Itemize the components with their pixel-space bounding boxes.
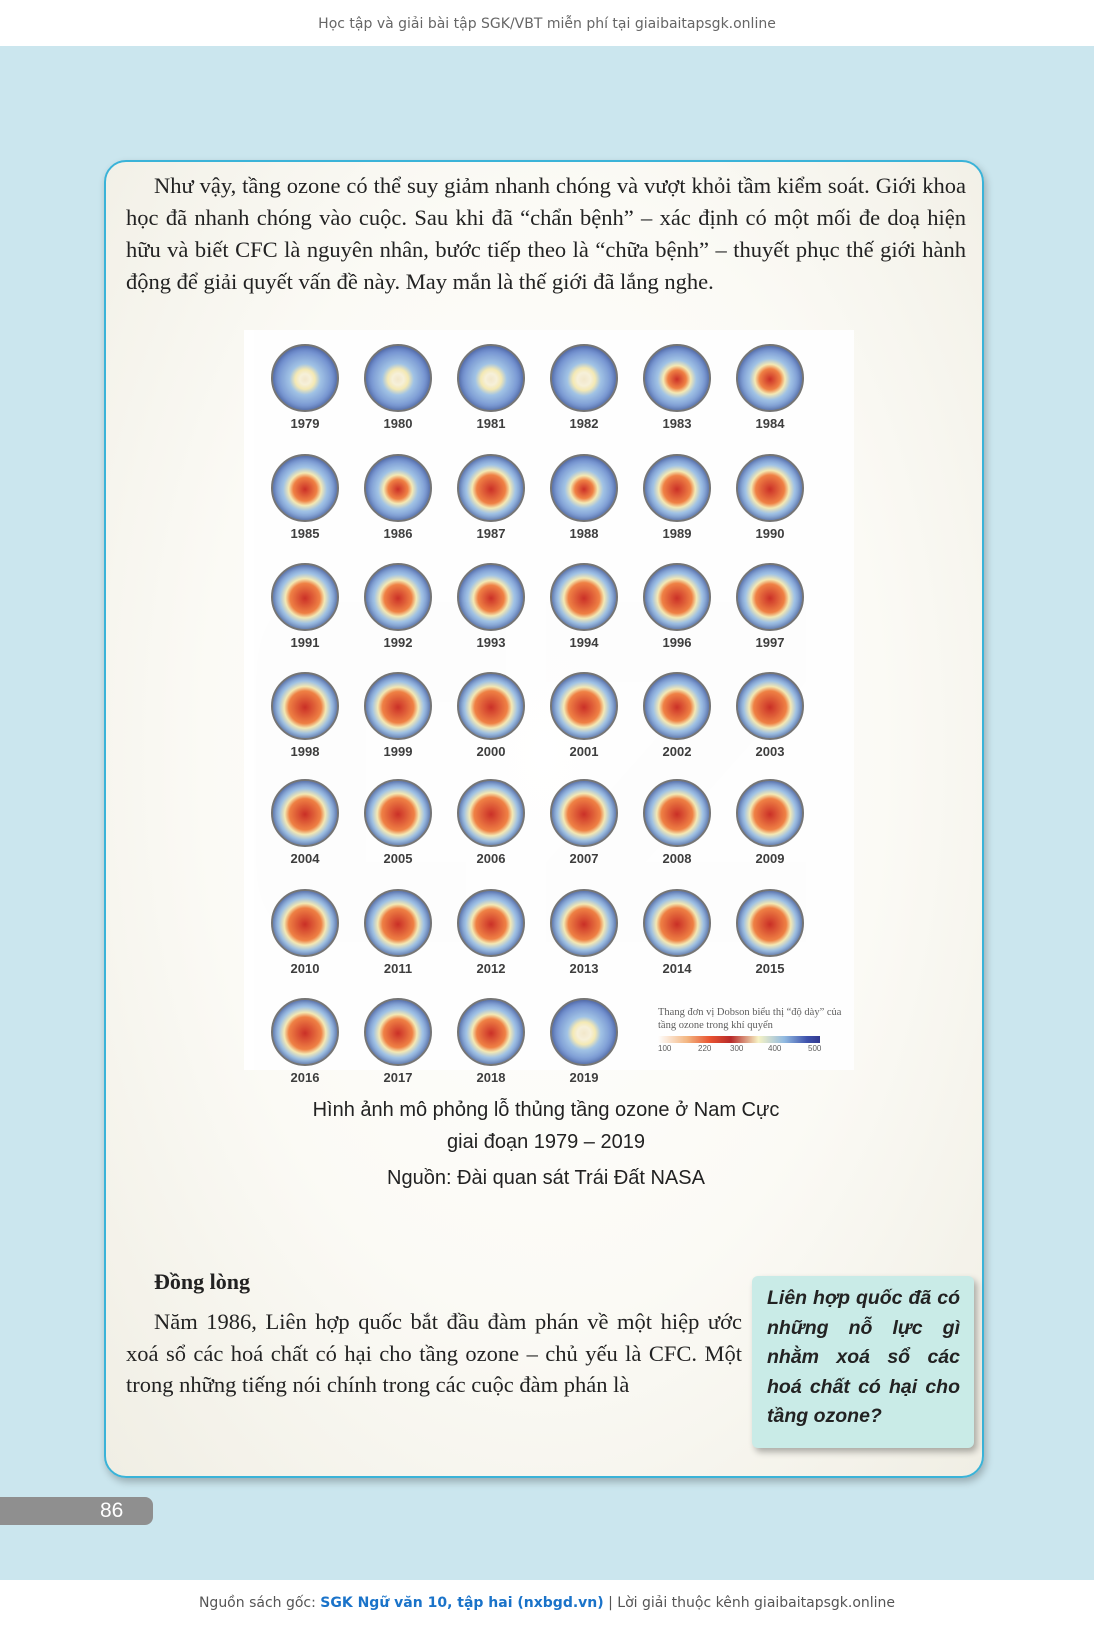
ozone-disk-1999	[364, 672, 432, 740]
ozone-disk-2003	[736, 672, 804, 740]
figure-source: Nguồn: Đài quan sát Trái Đất NASA	[387, 1167, 705, 1189]
ozone-disk-1983	[643, 344, 711, 412]
legend-tick-400: 400	[768, 1044, 782, 1053]
ozone-disk-1997	[736, 563, 804, 631]
ozone-disk-2006	[457, 779, 525, 847]
ozone-disk-2004	[271, 779, 339, 847]
year-label-1984: 1984	[755, 416, 785, 431]
ozone-figure	[244, 330, 854, 1085]
year-label-1994: 1994	[569, 635, 599, 650]
body-paragraph-2: Năm 1986, Liên hợp quốc bắt đầu đàm phán về một hiệp ước xoá sổ các hoá chất có hại cho tầng ozone – chủ yếu là CFC. Một trong những tiếng nói chính trong các cuộc đàm phán là	[126, 1309, 742, 1397]
year-label-1982: 1982	[569, 416, 599, 431]
year-label-2000: 2000	[476, 744, 506, 759]
ozone-disk-2008	[643, 779, 711, 847]
ozone-disk-1994	[550, 563, 618, 631]
year-label-1999: 1999	[383, 744, 413, 759]
year-label-2006: 2006	[476, 851, 506, 866]
ozone-disk-2005	[364, 779, 432, 847]
year-label-2008: 2008	[662, 851, 692, 866]
legend-color-bar	[658, 1036, 820, 1043]
question-note	[752, 1276, 974, 1448]
year-label-2017: 2017	[383, 1070, 413, 1085]
year-label-2013: 2013	[569, 961, 599, 976]
page-number: 86	[0, 1497, 153, 1525]
ozone-disk-2001	[550, 672, 618, 740]
site-footer	[0, 1580, 1094, 1626]
legend-tick-500: 500	[808, 1044, 822, 1053]
dobson-legend	[658, 1006, 848, 1055]
ozone-disk-2009	[736, 779, 804, 847]
year-label-1988: 1988	[569, 526, 599, 541]
year-label-1998: 1998	[290, 744, 320, 759]
year-label-2007: 2007	[569, 851, 599, 866]
footer-source-link[interactable]: SGK Ngữ văn 10, tập hai (nxbgd.vn)	[320, 1595, 604, 1611]
ozone-disk-2013	[550, 889, 618, 957]
ozone-disk-1984	[736, 344, 804, 412]
year-label-1989: 1989	[662, 526, 692, 541]
year-label-1993: 1993	[476, 635, 506, 650]
year-label-1996: 1996	[662, 635, 692, 650]
ozone-disk-1988	[550, 454, 618, 522]
year-label-2010: 2010	[290, 961, 320, 976]
ozone-disk-2014	[643, 889, 711, 957]
ozone-disk-2015	[736, 889, 804, 957]
ozone-disk-2002	[643, 672, 711, 740]
year-label-2002: 2002	[662, 744, 692, 759]
header-text: Học tập và giải bài tập SGK/VBT miễn phí tại giaibaitapsgk.online	[318, 16, 776, 32]
year-label-1981: 1981	[476, 416, 506, 431]
ozone-disk-1980	[364, 344, 432, 412]
ozone-disk-grid	[244, 330, 854, 1085]
year-label-1980: 1980	[383, 416, 413, 431]
ozone-disk-2010	[271, 889, 339, 957]
ozone-disk-1982	[550, 344, 618, 412]
ozone-disk-1993	[457, 563, 525, 631]
site-header	[0, 0, 1094, 46]
ozone-disk-1998	[271, 672, 339, 740]
year-label-2004: 2004	[290, 851, 320, 866]
ozone-disk-1985	[271, 454, 339, 522]
ozone-disk-1992	[364, 563, 432, 631]
ozone-disk-1986	[364, 454, 432, 522]
legend-tick-100: 100	[658, 1044, 672, 1053]
ozone-disk-1996	[643, 563, 711, 631]
ozone-disk-1991	[271, 563, 339, 631]
ozone-disk-1979	[271, 344, 339, 412]
year-label-2018: 2018	[476, 1070, 506, 1085]
legend-tick-220: 220	[698, 1044, 712, 1053]
ozone-disk-1989	[643, 454, 711, 522]
ozone-disk-2017	[364, 998, 432, 1066]
year-label-2016: 2016	[290, 1070, 320, 1085]
legend-ticks	[658, 1043, 828, 1055]
footer-suffix: | Lời giải thuộc kênh giaibaitapsgk.online	[603, 1595, 896, 1611]
year-label-1990: 1990	[755, 526, 785, 541]
legend-text: Thang đơn vị Dobson biểu thị “độ dày” của tầng ozone trong khí quyển	[658, 1007, 842, 1031]
figure-caption-line-1: Hình ảnh mô phỏng lỗ thủng tầng ozone ở Nam Cực	[312, 1099, 780, 1121]
ozone-disk-1981	[457, 344, 525, 412]
year-label-1986: 1986	[383, 526, 413, 541]
ozone-disk-2011	[364, 889, 432, 957]
year-label-1983: 1983	[662, 416, 692, 431]
ozone-disk-1987	[457, 454, 525, 522]
year-label-1987: 1987	[476, 526, 506, 541]
ozone-disk-2007	[550, 779, 618, 847]
year-label-2003: 2003	[755, 744, 785, 759]
year-label-1992: 1992	[383, 635, 413, 650]
year-label-1979: 1979	[290, 416, 320, 431]
ozone-disk-2019	[550, 998, 618, 1066]
question-text: Liên hợp quốc đã có những nỗ lực gì nhằm xoá sổ các hoá chất có hại cho tầng ozone?	[767, 1287, 960, 1427]
year-label-2011: 2011	[383, 961, 413, 976]
year-label-2019: 2019	[569, 1070, 599, 1085]
ozone-disk-1990	[736, 454, 804, 522]
year-label-2012: 2012	[476, 961, 506, 976]
year-label-1997: 1997	[755, 635, 785, 650]
year-label-1985: 1985	[290, 526, 320, 541]
footer-prefix: Nguồn sách gốc:	[198, 1595, 321, 1611]
ozone-disk-2012	[457, 889, 525, 957]
ozone-disk-2000	[457, 672, 525, 740]
figure-caption-line-2: giai đoạn 1979 – 2019	[447, 1131, 645, 1153]
body-paragraph-1: Như vậy, tầng ozone có thể suy giảm nhanh chóng và vượt khỏi tầm kiểm soát. Giới khoa học đã nhanh chóng vào cuộc. Sau khi đã “chẩn bệnh” – xác định có một mối đe doạ hiện hữu và biết CFC là nguyên nhân, bước tiếp theo là “chữa bệnh” – thuyết phục thế giới hành động để giải quyết vấn đề này. May mắn là thế giới đã lắng nghe.	[126, 173, 966, 294]
legend-tick-300: 300	[730, 1044, 744, 1053]
year-label-2005: 2005	[383, 851, 413, 866]
year-label-2001: 2001	[569, 744, 599, 759]
section-heading: Đồng lòng	[154, 1269, 250, 1294]
year-label-2014: 2014	[662, 961, 692, 976]
year-label-2009: 2009	[755, 851, 785, 866]
year-label-1991: 1991	[290, 635, 320, 650]
ozone-disk-2016	[271, 998, 339, 1066]
year-label-2015: 2015	[755, 961, 785, 976]
ozone-disk-2018	[457, 998, 525, 1066]
